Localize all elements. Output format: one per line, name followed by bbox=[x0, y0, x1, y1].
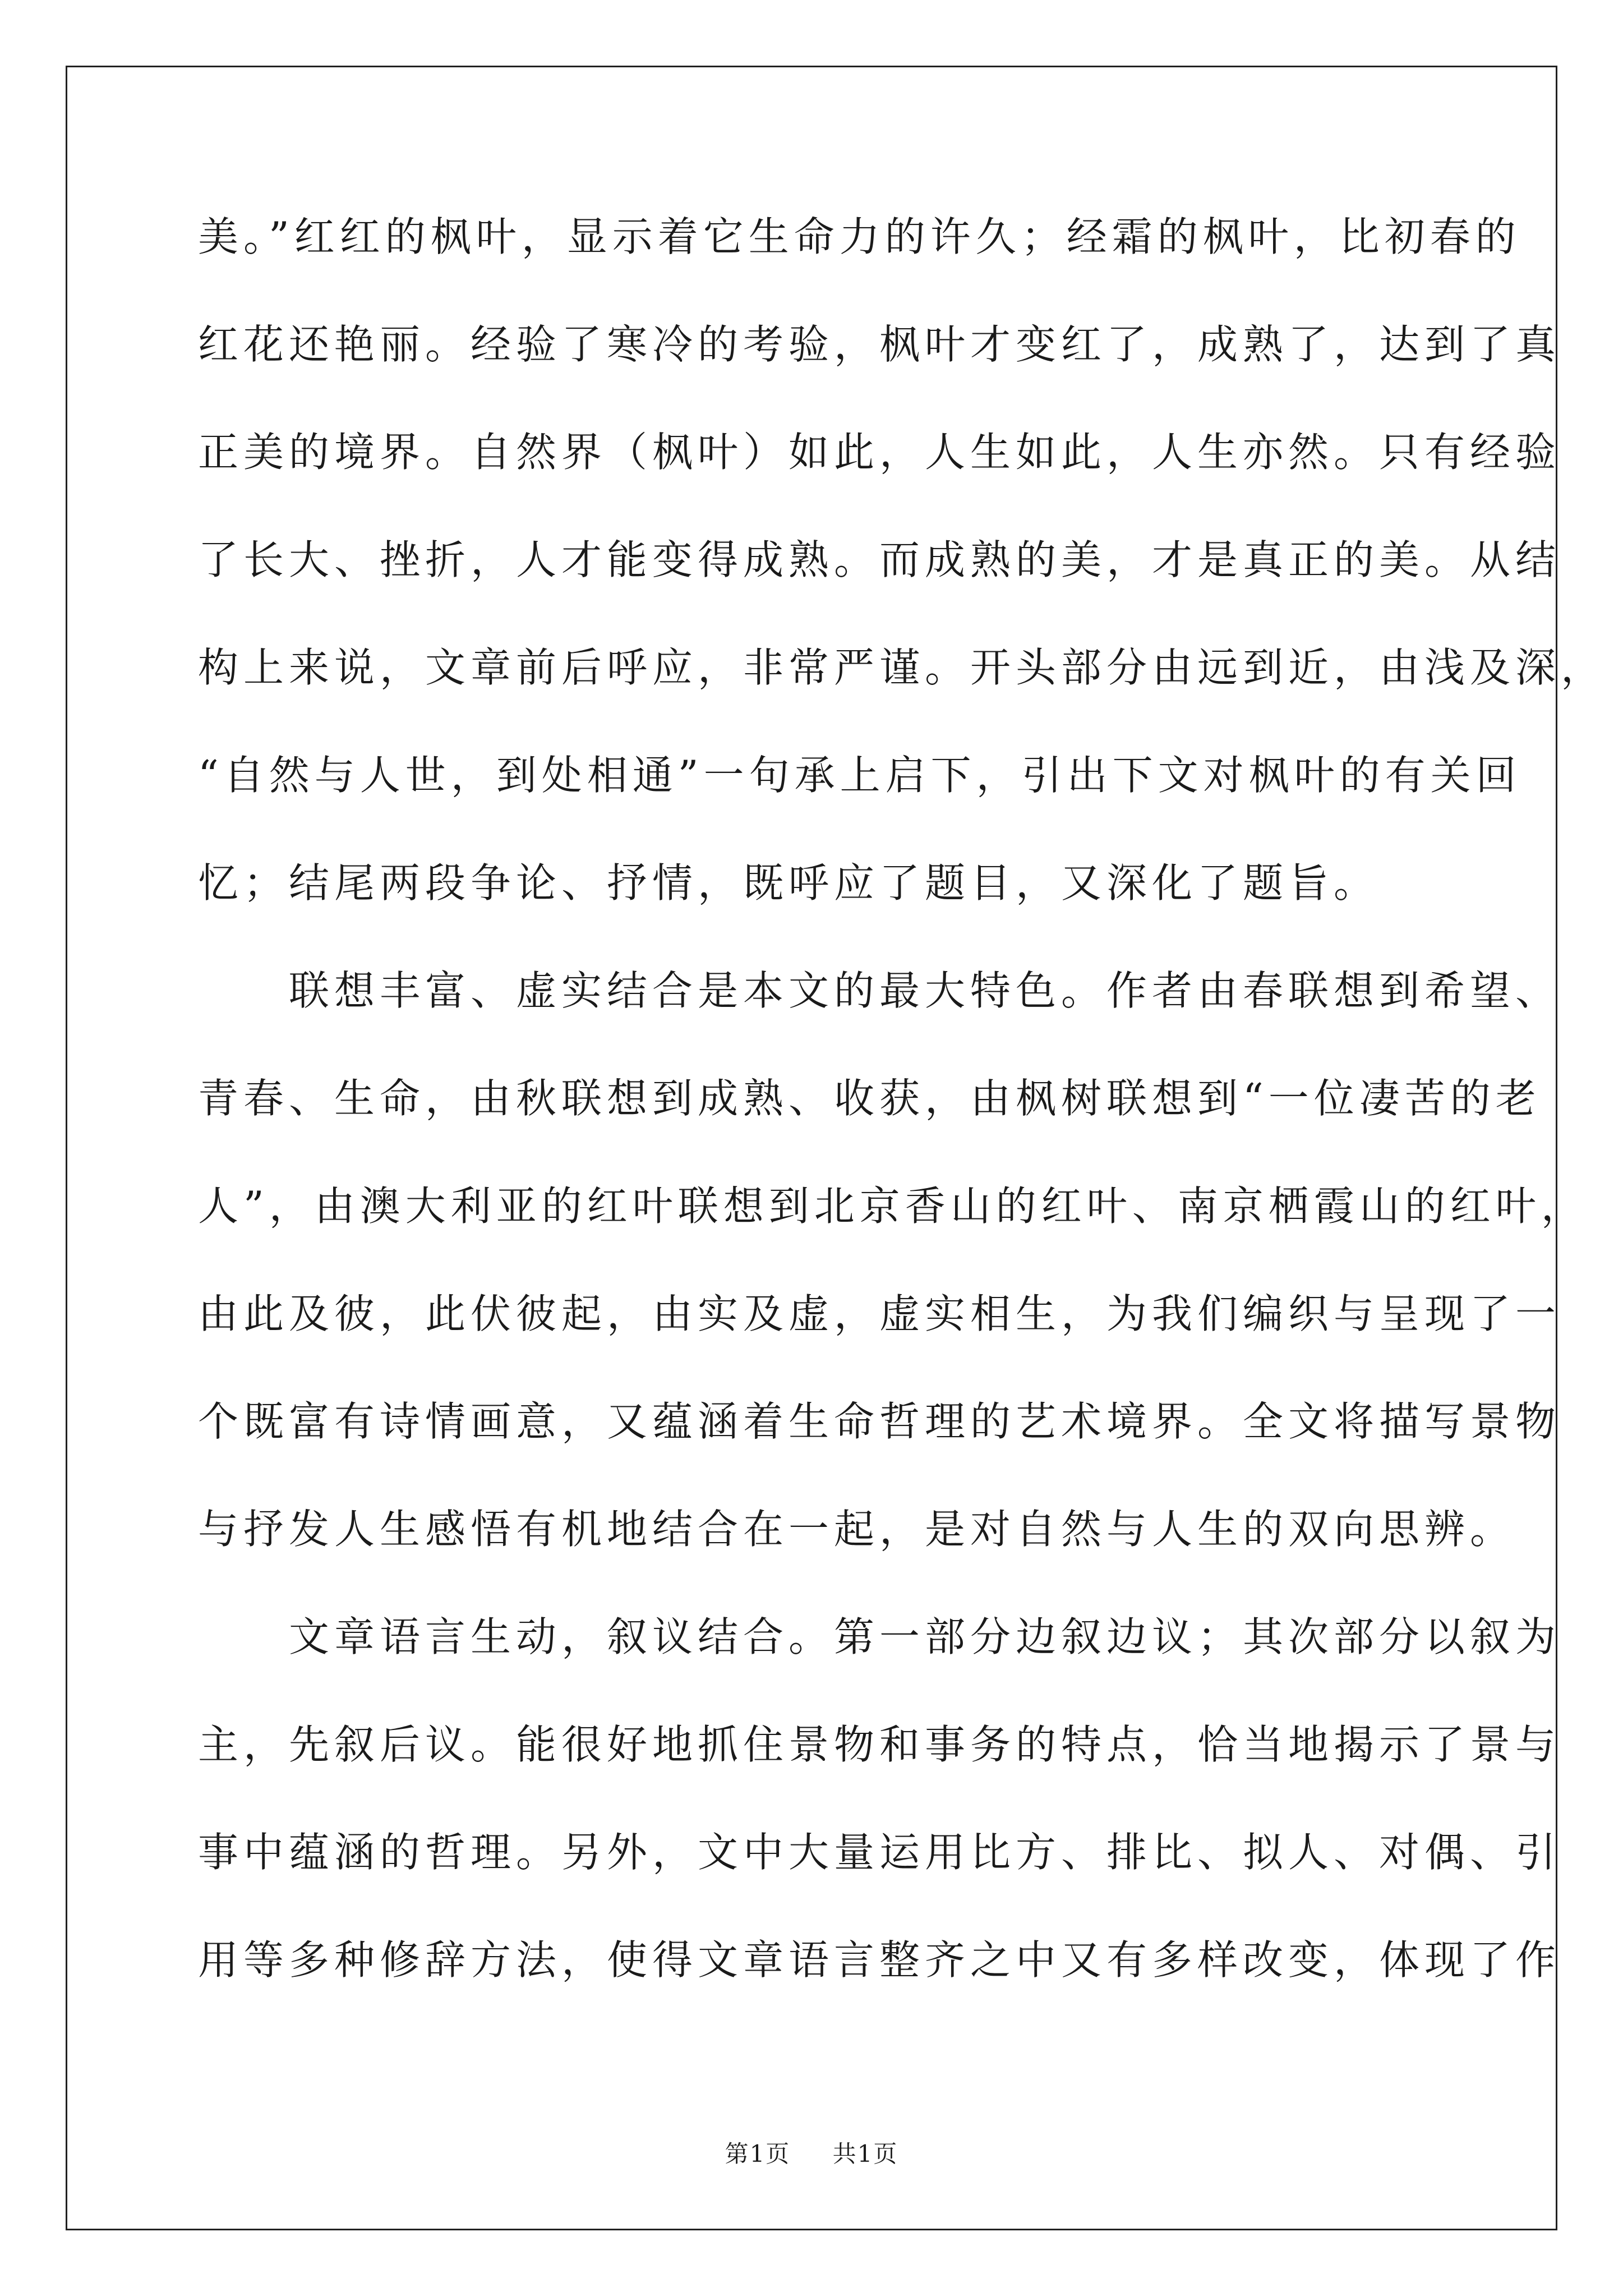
text-line: 个既富有诗情画意，又蕴涵着生命哲理的艺术境界。全文将描写景物 bbox=[198, 1398, 1561, 1445]
page-total: 共1页 bbox=[832, 2140, 898, 2168]
text-line: 与抒发人生感悟有机地结合在一起，是对自然与人生的双向思辨。 bbox=[198, 1506, 1516, 1553]
text-line: 了长大、挫折，人才能变得成熟。而成熟的美，才是真正的美。从结 bbox=[198, 536, 1561, 583]
paragraph-start-line: 联想丰富、虚实结合是本文的最大特色。作者由春联想到希望、 bbox=[198, 967, 1561, 1014]
text-line: 人”，由澳大利亚的红叶联想到北京香山的红叶、南京栖霞山的红叶， bbox=[198, 1182, 1587, 1230]
text-line: 红花还艳丽。经验了寒冷的考验，枫叶才变红了，成熟了，达到了真 bbox=[198, 321, 1561, 368]
text-line: 构上来说，文章前后呼应，非常严谨。开头部分由远到近，由浅及深， bbox=[198, 644, 1607, 691]
page-number: 第1页 bbox=[725, 2140, 791, 2168]
text-line: 美。”红红的枫叶，显示着它生命力的许久；经霜的枫叶，比初春的 bbox=[198, 213, 1521, 260]
text-line: 事中蕴涵的哲理。另外，文中大量运用比方、排比、拟人、对偶、引 bbox=[198, 1829, 1561, 1876]
text-line: 主，先叙后议。能很好地抓住景物和事务的特点，恰当地揭示了景与 bbox=[198, 1721, 1561, 1768]
text-line: 青春、生命，由秋联想到成熟、收获，由枫树联想到“一位凄苦的老 bbox=[198, 1075, 1541, 1122]
text-line: 用等多种修辞方法，使得文章语言整齐之中又有多样改变，体现了作 bbox=[198, 1936, 1561, 1984]
text-line: 由此及彼，此伏彼起，由实及虚，虚实相生，为我们编织与呈现了一 bbox=[198, 1290, 1561, 1337]
paragraph-start-line: 文章语言生动，叙议结合。第一部分边叙边议；其次部分以叙为 bbox=[198, 1613, 1561, 1660]
text-line: 正美的境界。自然界（枫叶）如此，人生如此，人生亦然。只有经验 bbox=[198, 429, 1561, 476]
text-line: 忆；结尾两段争论、抒情，既呼应了题目，又深化了题旨。 bbox=[198, 859, 1380, 907]
page-footer bbox=[0, 2137, 1623, 2171]
page-border bbox=[66, 66, 1557, 2230]
text-line: “自然与人世，到处相通”一句承上启下，引出下文对枫叶的有关回 bbox=[198, 752, 1521, 799]
